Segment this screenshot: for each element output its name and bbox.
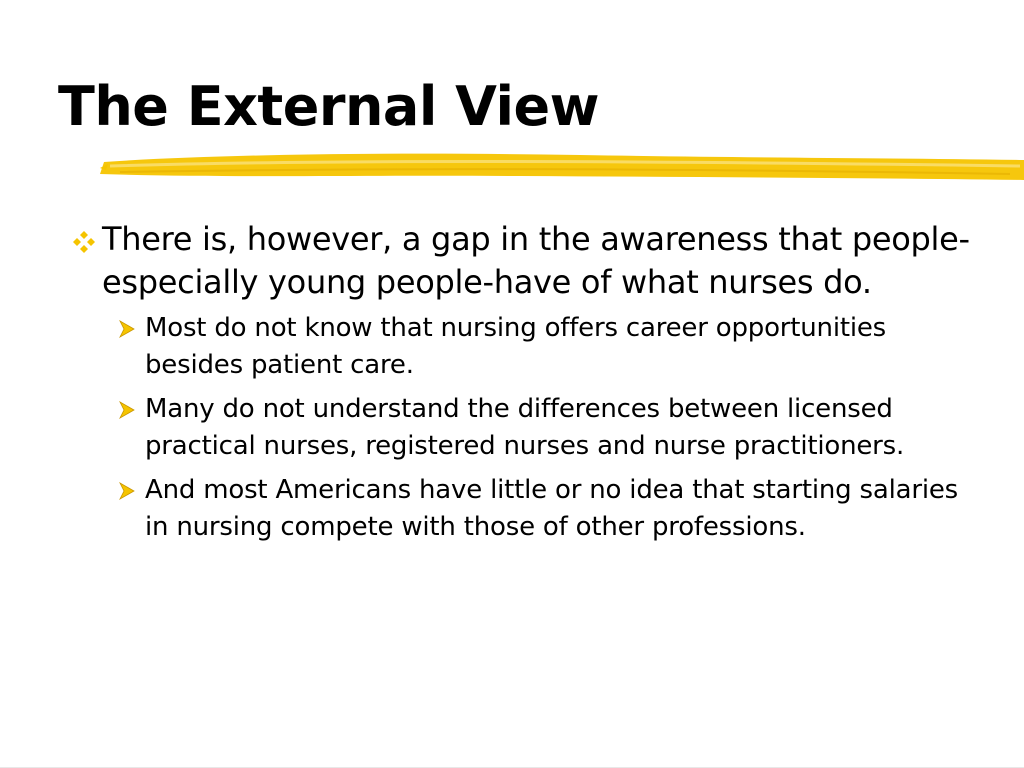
highlighter-underline-decoration xyxy=(100,148,1024,188)
main-bullet-text: There is, however, a gap in the awareness that people-especially young people-have of what nurses do. xyxy=(102,220,970,301)
arrowhead-bullet-icon xyxy=(117,400,137,420)
sub-bullet-text: Most do not know that nursing offers career opportunities besides patient care. xyxy=(145,313,887,380)
sub-bullet-point xyxy=(115,391,965,465)
sub-bullet-list xyxy=(115,310,970,546)
arrowhead-bullet-icon xyxy=(117,481,137,501)
sub-bullet-point xyxy=(115,472,965,546)
arrowhead-bullet-icon xyxy=(117,319,137,339)
sub-bullet-text: And most Americans have little or no idea that starting salaries in nursing compete with those of other professions. xyxy=(145,475,959,542)
four-diamond-bullet-icon xyxy=(72,230,96,254)
sub-bullet-point xyxy=(115,310,965,384)
slide-title: The External View xyxy=(58,75,600,138)
slide-body xyxy=(70,218,970,553)
sub-bullet-text: Many do not understand the differences between licensed practical nurses, registered nurses and nurse practitioners. xyxy=(145,394,905,461)
main-bullet-point xyxy=(70,218,970,304)
